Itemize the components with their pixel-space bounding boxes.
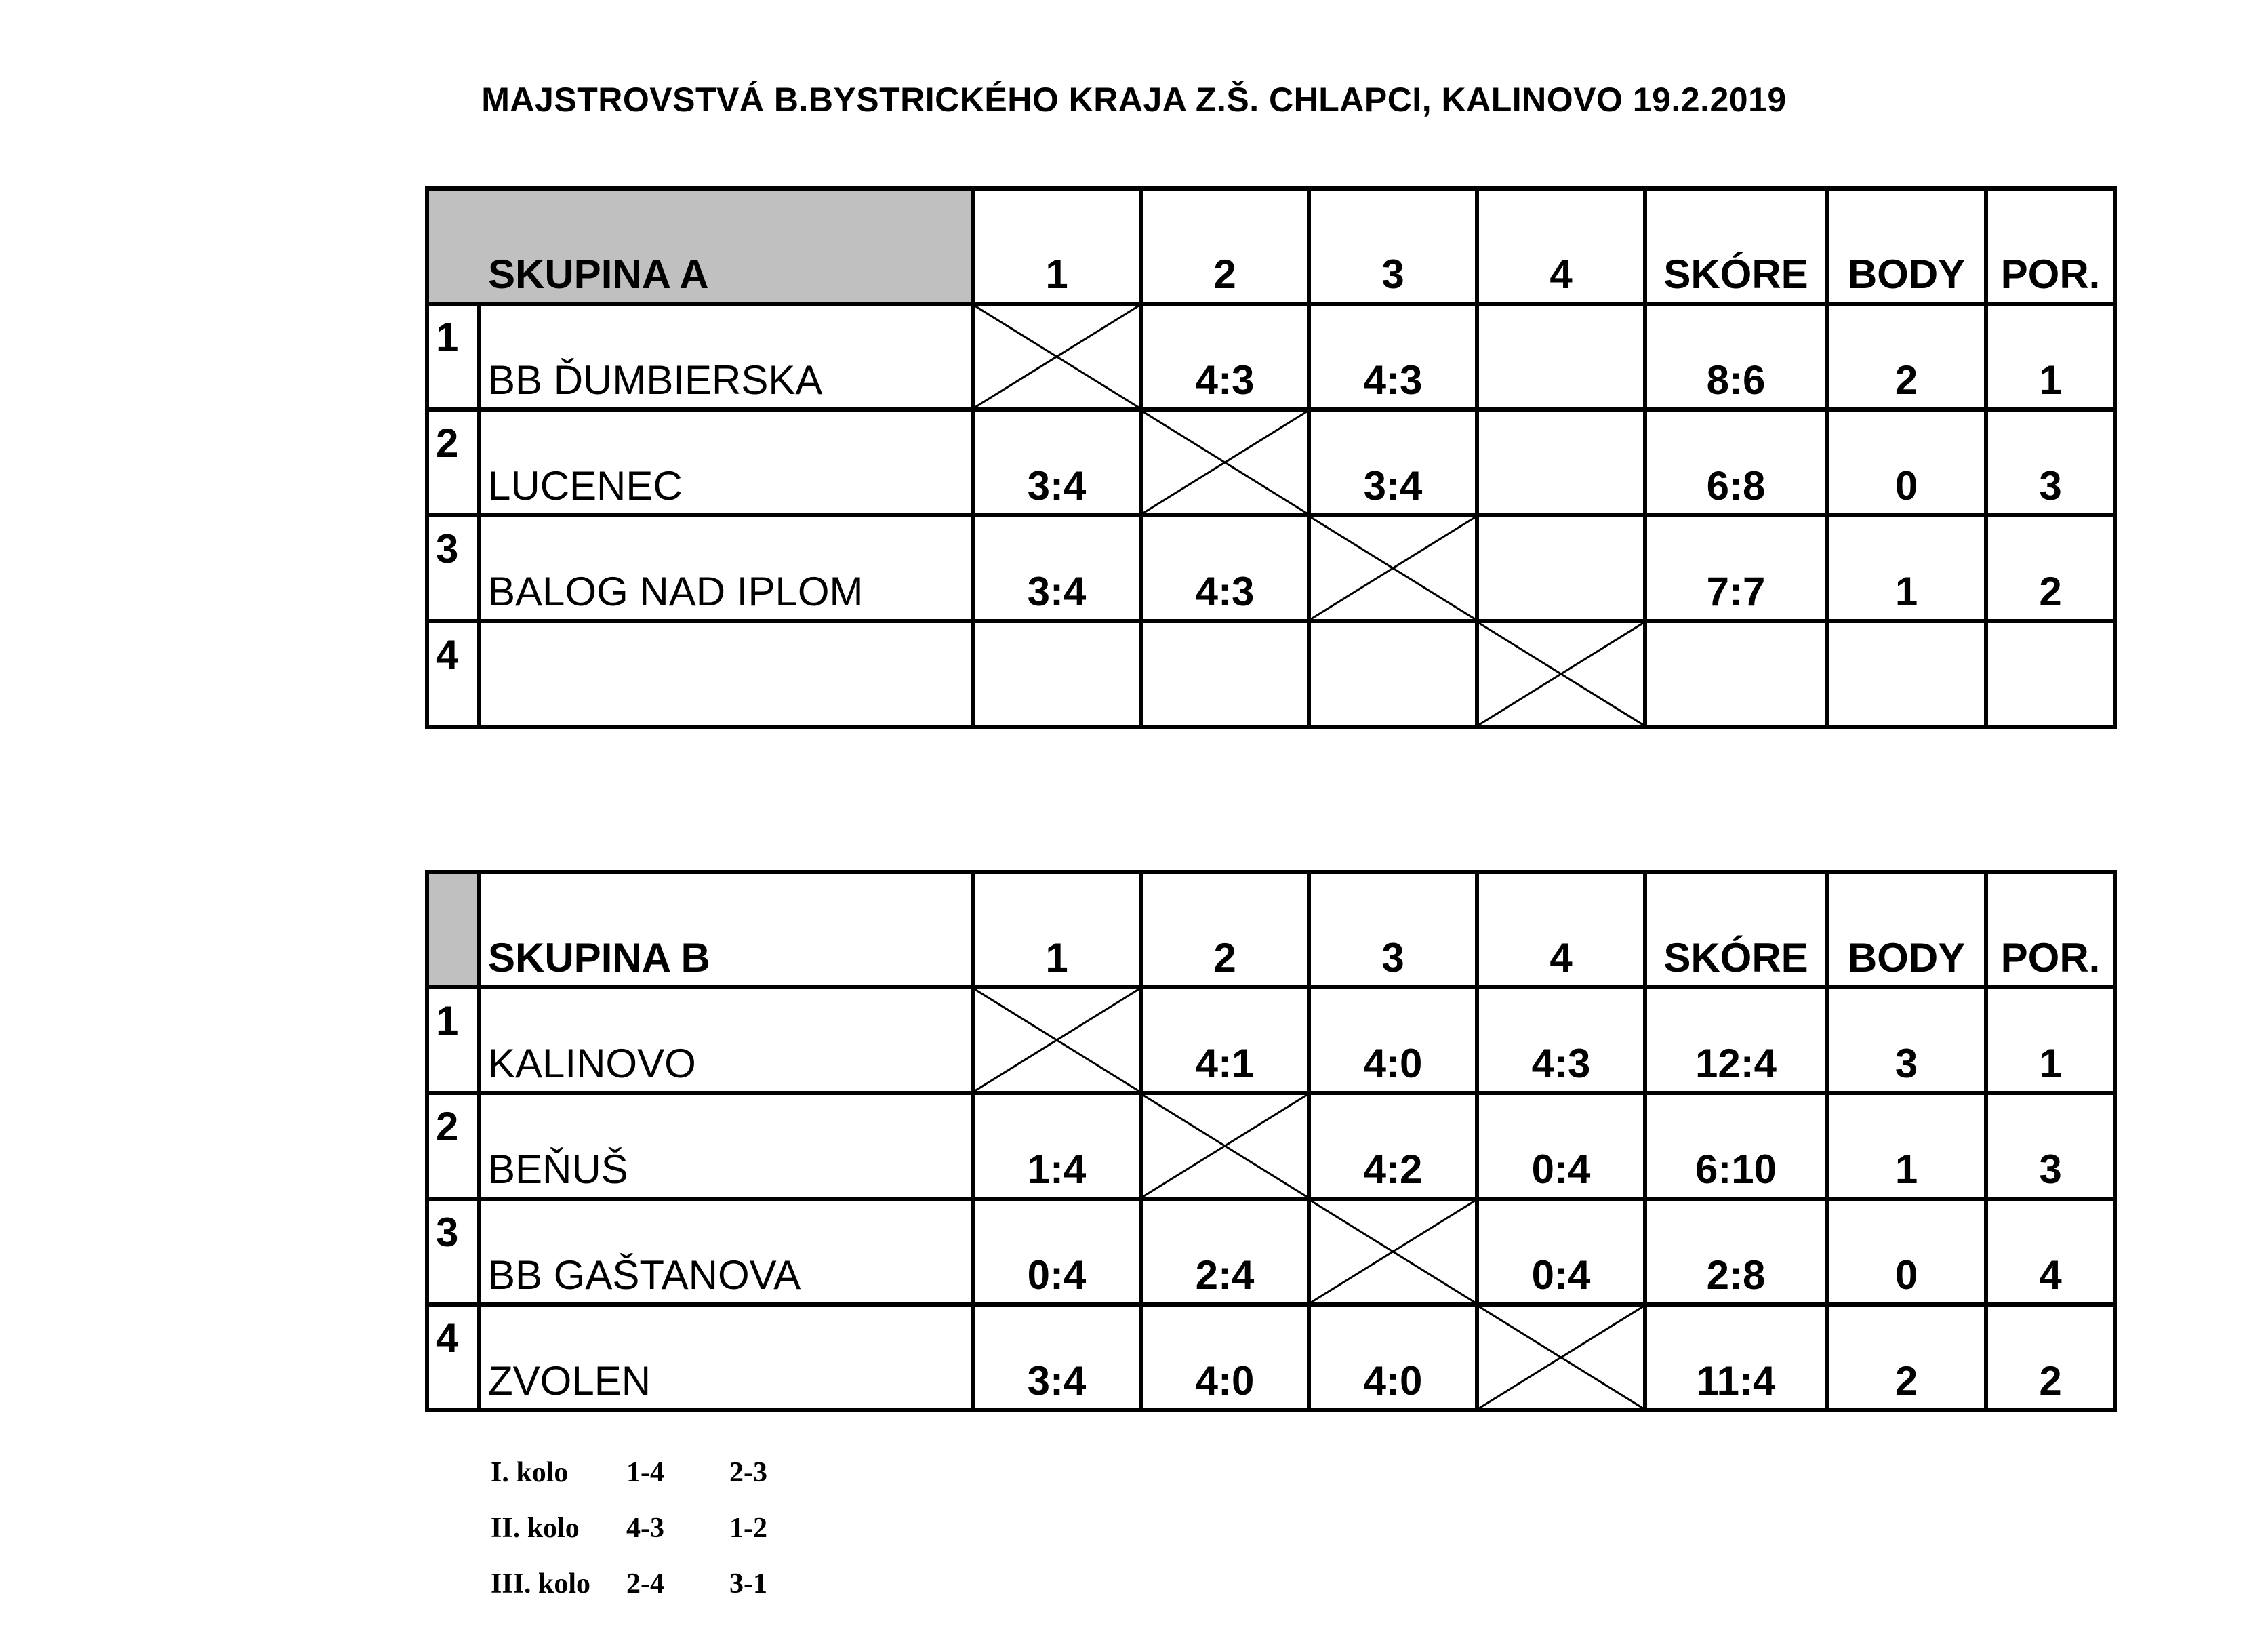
result-cell: 1:4 <box>973 1093 1141 1199</box>
round-row <box>491 1568 1033 1623</box>
score-cell: 8:6 <box>1645 304 1827 410</box>
team-name: BB ĎUMBIERSKA <box>479 304 973 410</box>
header-shade <box>427 872 479 987</box>
rank-cell: 1 <box>1986 304 2115 410</box>
row-number: 2 <box>427 1093 479 1199</box>
result-cell: 4:3 <box>1309 304 1477 410</box>
col-header-4: 4 <box>1477 872 1645 987</box>
row-number: 2 <box>427 410 479 515</box>
team-row <box>427 1199 2115 1305</box>
round-match: 1-2 <box>729 1513 767 1544</box>
result-cell <box>1477 410 1645 515</box>
self-match-cross <box>1141 410 1309 515</box>
self-match-cross <box>973 987 1141 1093</box>
round-match: 2-4 <box>626 1568 664 1599</box>
team-row <box>427 1305 2115 1410</box>
points-cell <box>1827 621 1986 727</box>
round-match: 3-1 <box>729 1568 767 1599</box>
round-row <box>491 1512 1033 1568</box>
points-cell: 0 <box>1827 410 1986 515</box>
group-name: SKUPINA B <box>479 872 973 987</box>
team-row <box>427 410 2115 515</box>
score-cell: 2:8 <box>1645 1199 1827 1305</box>
result-cell: 4:3 <box>1141 515 1309 621</box>
points-cell: 2 <box>1827 304 1986 410</box>
self-match-cross <box>1141 1093 1309 1199</box>
standings-table <box>425 186 2117 729</box>
result-cell: 4:3 <box>1477 987 1645 1093</box>
result-cell: 4:0 <box>1309 1305 1477 1410</box>
row-number: 3 <box>427 515 479 621</box>
result-cell <box>973 621 1141 727</box>
team-name: BALOG NAD IPLOM <box>479 515 973 621</box>
self-match-cross <box>1309 1199 1477 1305</box>
self-match-cross <box>973 304 1141 410</box>
col-header-rank: POR. <box>1986 872 2115 987</box>
rank-cell: 2 <box>1986 1305 2115 1410</box>
points-cell: 0 <box>1827 1199 1986 1305</box>
round-label: I. kolo <box>491 1457 569 1488</box>
team-name: BEŇUŠ <box>479 1093 973 1199</box>
result-cell: 4:2 <box>1309 1093 1477 1199</box>
result-cell: 3:4 <box>973 410 1141 515</box>
self-match-cross <box>1477 621 1645 727</box>
result-cell: 4:1 <box>1141 987 1309 1093</box>
result-cell: 4:0 <box>1309 987 1477 1093</box>
score-cell: 12:4 <box>1645 987 1827 1093</box>
team-name: LUCENEC <box>479 410 973 515</box>
col-header-1: 1 <box>973 872 1141 987</box>
col-header-4: 4 <box>1477 188 1645 304</box>
team-name: KALINOVO <box>479 987 973 1093</box>
round-match: 2-3 <box>729 1457 767 1488</box>
col-header-3: 3 <box>1309 188 1477 304</box>
round-match: 1-4 <box>626 1457 664 1488</box>
col-header-1: 1 <box>973 188 1141 304</box>
self-match-cross <box>1309 515 1477 621</box>
self-match-cross <box>1477 1305 1645 1410</box>
result-cell <box>1477 304 1645 410</box>
round-label: II. kolo <box>491 1513 580 1544</box>
team-name <box>479 621 973 727</box>
score-cell: 6:10 <box>1645 1093 1827 1199</box>
team-name: BB GAŠTANOVA <box>479 1199 973 1305</box>
rank-cell: 2 <box>1986 515 2115 621</box>
round-schedule <box>491 1456 1033 1623</box>
row-number: 3 <box>427 1199 479 1305</box>
col-header-3: 3 <box>1309 872 1477 987</box>
score-cell <box>1645 621 1827 727</box>
result-cell: 3:4 <box>973 515 1141 621</box>
row-number: 1 <box>427 987 479 1093</box>
page-title: MAJSTROVSTVÁ B.BYSTRICKÉHO KRAJA Z.Š. CHLAPCI, KALINOVO 19.2.2019 <box>481 81 1787 119</box>
col-header-score: SKÓRE <box>1645 872 1827 987</box>
group-b-table-wrapper <box>425 870 2113 1412</box>
result-cell: 0:4 <box>973 1199 1141 1305</box>
points-cell: 1 <box>1827 515 1986 621</box>
points-cell: 2 <box>1827 1305 1986 1410</box>
points-cell: 3 <box>1827 987 1986 1093</box>
team-row <box>427 987 2115 1093</box>
score-cell: 7:7 <box>1645 515 1827 621</box>
team-row <box>427 304 2115 410</box>
rank-cell: 4 <box>1986 1199 2115 1305</box>
rank-cell: 3 <box>1986 410 2115 515</box>
score-cell: 6:8 <box>1645 410 1827 515</box>
header-row <box>427 872 2115 987</box>
result-cell: 3:4 <box>1309 410 1477 515</box>
header-row <box>427 188 2115 304</box>
team-row <box>427 1093 2115 1199</box>
col-header-points: BODY <box>1827 872 1986 987</box>
result-cell <box>1309 621 1477 727</box>
rank-cell: 1 <box>1986 987 2115 1093</box>
row-number: 4 <box>427 1305 479 1410</box>
result-cell <box>1141 621 1309 727</box>
rank-cell <box>1986 621 2115 727</box>
col-header-2: 2 <box>1141 188 1309 304</box>
result-cell: 4:0 <box>1141 1305 1309 1410</box>
round-label: III. kolo <box>491 1568 591 1599</box>
points-cell: 1 <box>1827 1093 1986 1199</box>
team-name: ZVOLEN <box>479 1305 973 1410</box>
score-cell: 11:4 <box>1645 1305 1827 1410</box>
result-cell <box>1477 515 1645 621</box>
col-header-rank: POR. <box>1986 188 2115 304</box>
result-cell: 2:4 <box>1141 1199 1309 1305</box>
group-a-table-wrapper <box>425 186 2113 729</box>
result-cell: 0:4 <box>1477 1199 1645 1305</box>
team-row <box>427 621 2115 727</box>
team-row <box>427 515 2115 621</box>
row-number: 4 <box>427 621 479 727</box>
standings-table <box>425 870 2117 1412</box>
col-header-score: SKÓRE <box>1645 188 1827 304</box>
round-match: 4-3 <box>626 1513 664 1544</box>
result-cell: 0:4 <box>1477 1093 1645 1199</box>
row-number: 1 <box>427 304 479 410</box>
round-row <box>491 1456 1033 1512</box>
col-header-points: BODY <box>1827 188 1986 304</box>
col-header-2: 2 <box>1141 872 1309 987</box>
result-cell: 3:4 <box>973 1305 1141 1410</box>
result-cell: 4:3 <box>1141 304 1309 410</box>
group-name: SKUPINA A <box>427 188 973 304</box>
rank-cell: 3 <box>1986 1093 2115 1199</box>
